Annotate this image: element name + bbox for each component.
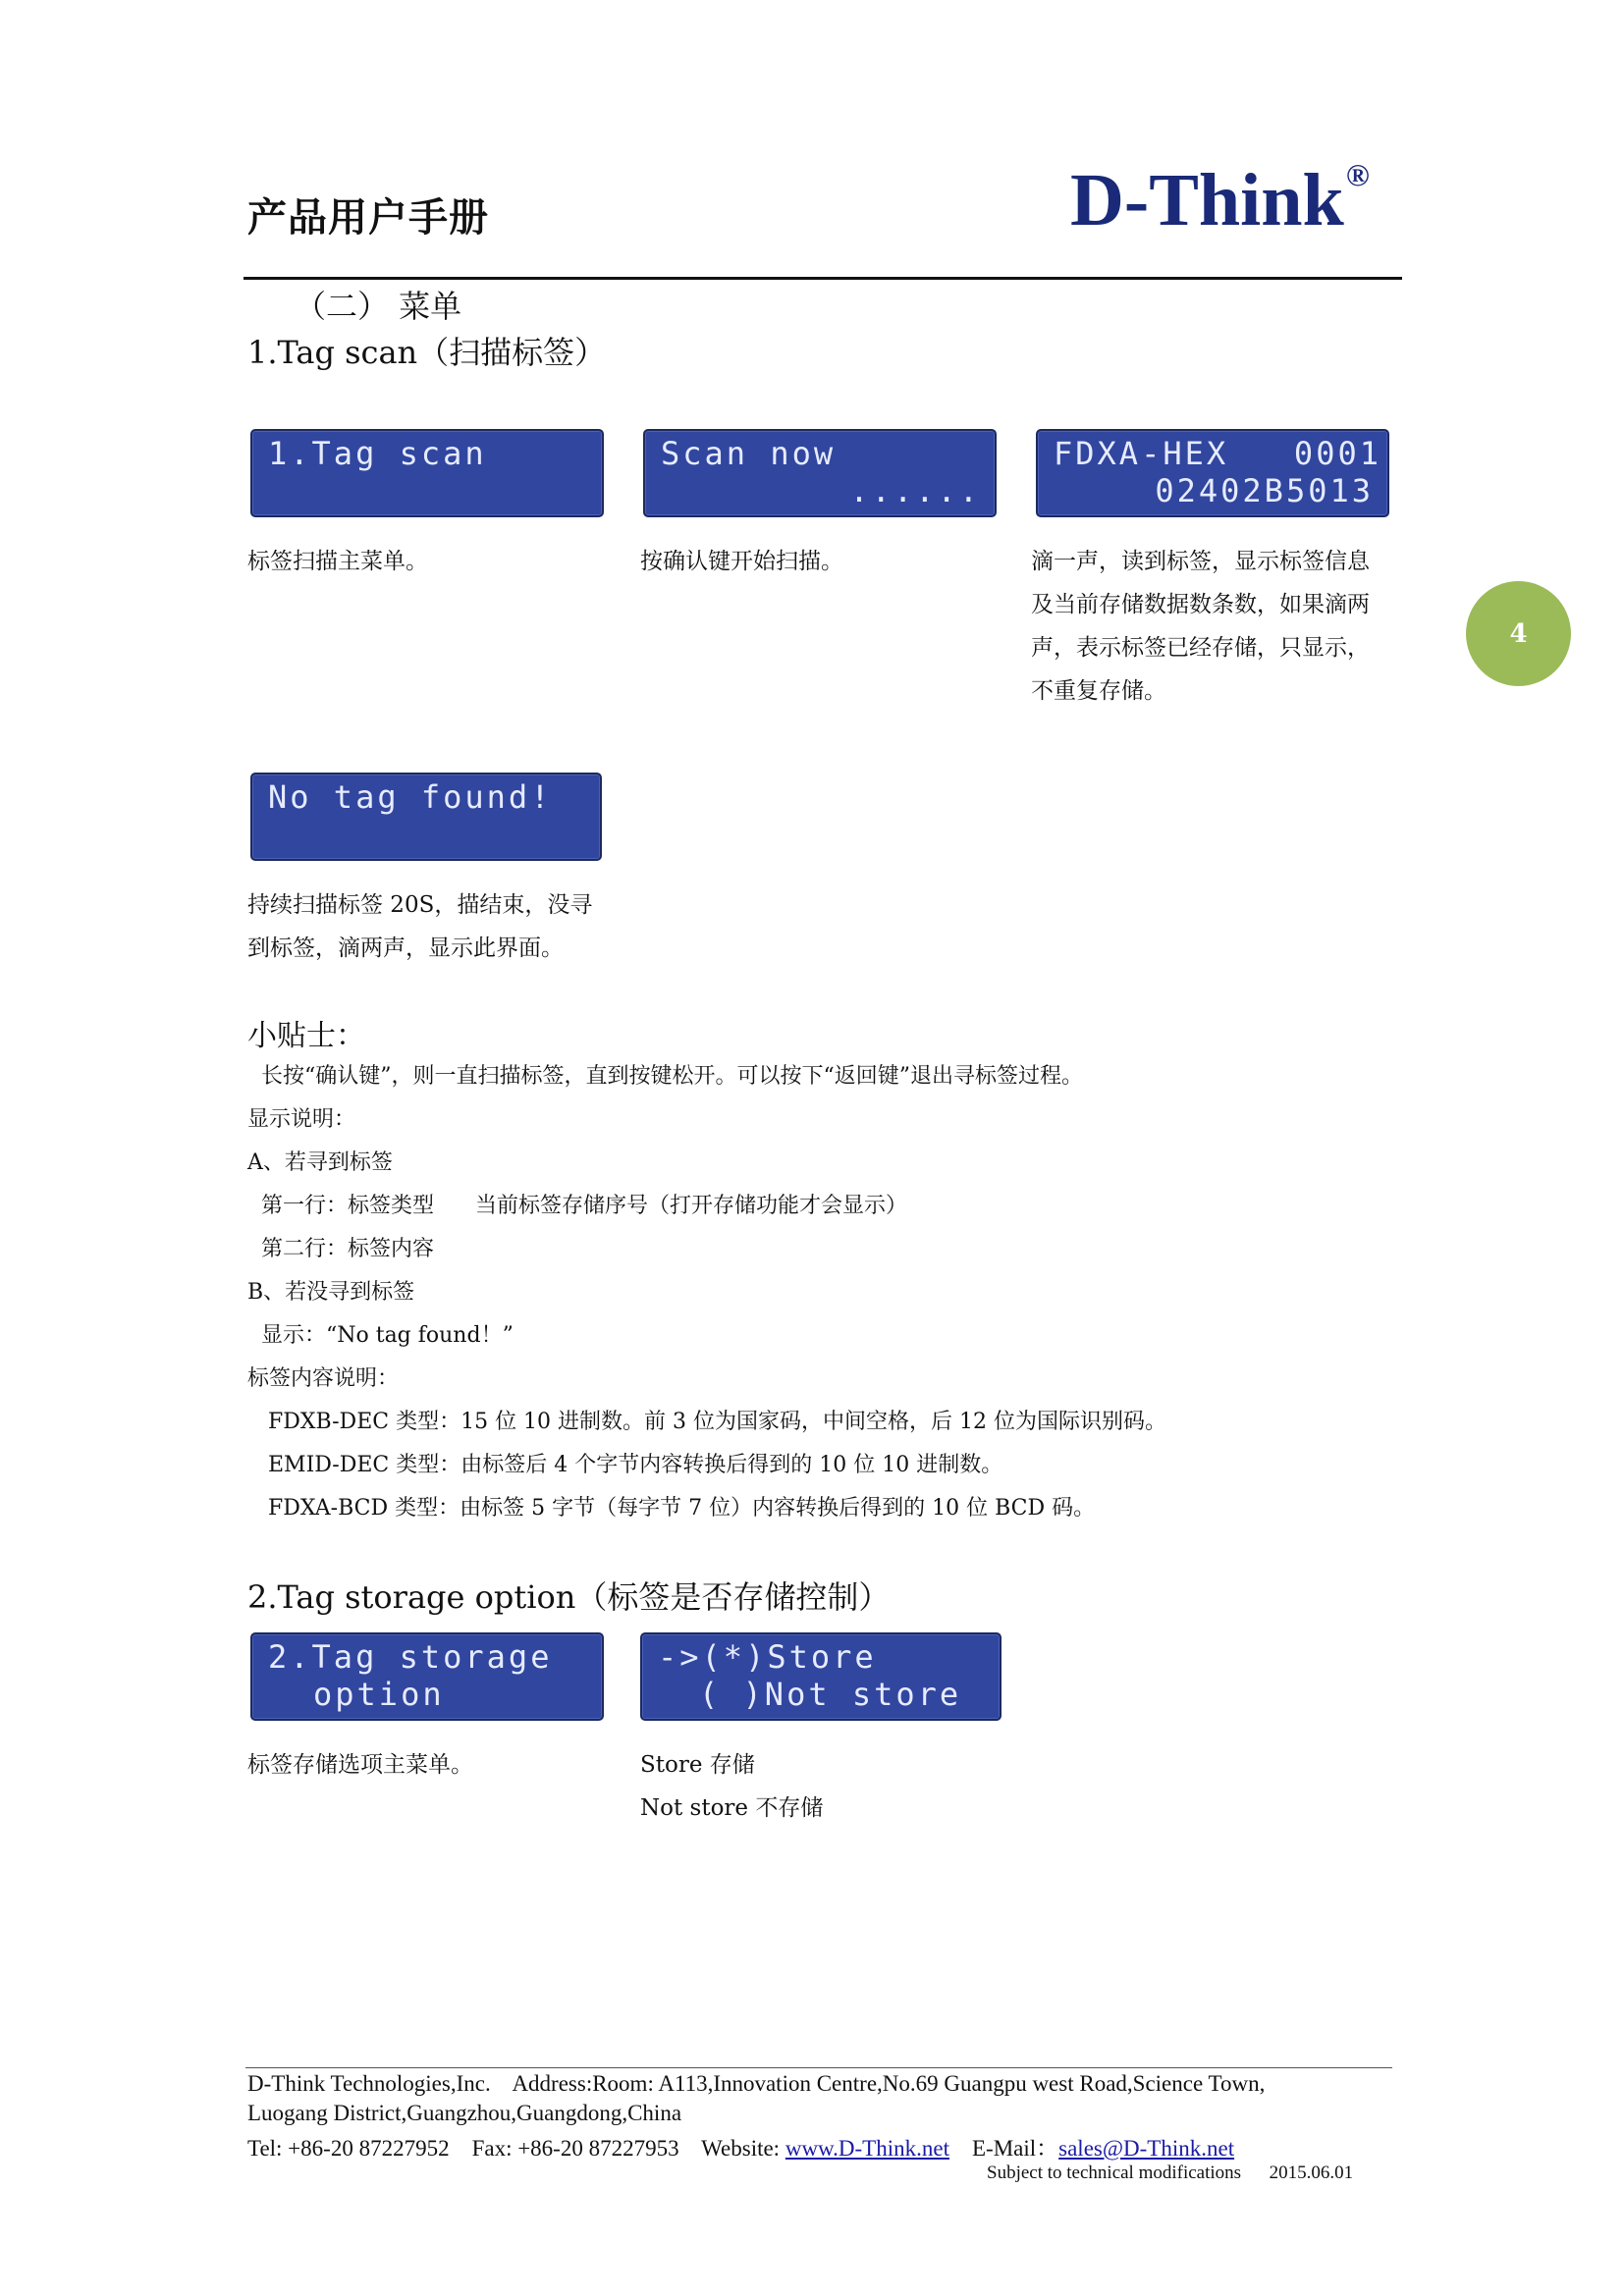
lcd-line-1: ->(*)Store: [658, 1638, 877, 1676]
footer-divider: [245, 2067, 1392, 2068]
caption-line: 滴一声，读到标签，显示标签信息: [1031, 549, 1370, 574]
lcd-tag-scan: [250, 429, 604, 517]
page-number-badge: 4: [1466, 581, 1571, 686]
tag-storage-heading: 2.Tag storage option（标签是否存储控制）: [247, 1578, 891, 1616]
tips-line: 显示：“No tag found！”: [247, 1323, 514, 1348]
registered-mark: ®: [1345, 157, 1370, 192]
caption-fdxa-hex: [1031, 540, 1404, 713]
lcd-line-2: 02402B5013: [1155, 472, 1374, 509]
menu-section-heading: （二） 菜单: [295, 288, 462, 325]
tips-line: EMID-DEC 类型：由标签后 4 个字节内容转换后得到的 10 位 10 进制数。: [247, 1453, 1003, 1477]
caption-storage-menu: 标签存储选项主菜单。: [247, 1752, 473, 1778]
document-title: 产品用户手册: [247, 194, 489, 240]
lcd-no-tag-found: [250, 773, 602, 861]
lcd-line-2: option: [313, 1676, 445, 1713]
brand-logo: [1070, 157, 1370, 243]
lcd-storage-menu: [250, 1632, 604, 1721]
tips-line: 长按“确认键”，则一直扫描标签，直到按键松开。可以按下“返回键”退出寻标签过程。: [247, 1064, 1083, 1089]
caption-line: Not store 不存储: [640, 1795, 824, 1821]
tips-line: 第二行：标签内容: [247, 1237, 434, 1261]
lcd-store-select: [640, 1632, 1001, 1721]
tips-line: FDXA-BCD 类型：由标签 5 字节（每字节 7 位）内容转换后得到的 10 位 BCD 码。: [247, 1496, 1096, 1521]
lcd-line-1: No tag found!: [268, 778, 553, 816]
footer-note: Subject to technical modifications 2015.06.01: [987, 2163, 1354, 2183]
email-link[interactable]: sales@D-Think.net: [1058, 2136, 1235, 2161]
tips-body: [247, 1055, 1166, 1530]
caption-line: 及当前存储数据数条数，如果滴两: [1031, 592, 1370, 617]
lcd-line-2: ......: [849, 472, 981, 509]
tag-scan-heading: 1.Tag scan（扫描标签）: [247, 334, 607, 371]
lcd-line-1: 2.Tag storage: [268, 1638, 553, 1676]
logo-text: D-Think: [1070, 159, 1344, 241]
header-divider: [244, 277, 1402, 280]
lcd-fdxa-hex: [1036, 429, 1389, 517]
website-link[interactable]: www.D-Think.net: [785, 2136, 949, 2161]
caption-line: 到标签，滴两声，显示此界面。: [247, 935, 564, 961]
tips-line: B、若没寻到标签: [247, 1280, 415, 1305]
email-label: E-Mail：: [948, 2136, 1059, 2161]
tips-line: FDXB-DEC 类型：15 位 10 进制数。前 3 位为国家码，中间空格，后 12 位为国际识别码。: [247, 1410, 1167, 1434]
tips-line: 标签内容说明：: [247, 1366, 400, 1391]
tips-line: 第一行：标签类型 当前标签存储序号（打开存储功能才会显示）: [247, 1194, 907, 1218]
caption-line: 持续扫描标签 20S，描结束，没寻: [247, 892, 593, 918]
tips-line: A、若寻到标签: [247, 1150, 393, 1175]
caption-line: 不重复存储。: [1031, 678, 1166, 704]
tips-line: 显示说明：: [247, 1107, 356, 1132]
caption-line: 声，表示标签已经存储，只显示，: [1031, 635, 1370, 661]
caption-line: Store 存储: [640, 1752, 755, 1778]
footer-contact: [247, 2130, 1234, 2163]
footer-address-line-1: D-Think Technologies,Inc. Address:Room: A113,Innovation Centre,No.69 Guangpu west Road,Science Town,: [247, 2071, 1266, 2096]
caption-no-tag: [247, 883, 592, 970]
caption-scan-now: 按确认键开始扫描。: [640, 549, 843, 574]
lcd-line-1: FDXA-HEX 0001: [1054, 435, 1381, 472]
lcd-line-2: ( )Not store: [699, 1676, 962, 1713]
caption-tag-scan: 标签扫描主菜单。: [247, 549, 428, 574]
footer-tel-fax: Tel: +86-20 87227952 Fax: +86-20 87227953 Website:: [247, 2136, 785, 2161]
lcd-line-1: 1.Tag scan: [268, 435, 487, 472]
caption-store-select: [640, 1743, 823, 1830]
tips-heading: 小贴士：: [247, 1019, 365, 1053]
lcd-line-1: Scan now: [661, 435, 837, 472]
footer-address-line-2: Luogang District,Guangzhou,Guangdong,China: [247, 2101, 682, 2125]
lcd-scan-now: [643, 429, 997, 517]
